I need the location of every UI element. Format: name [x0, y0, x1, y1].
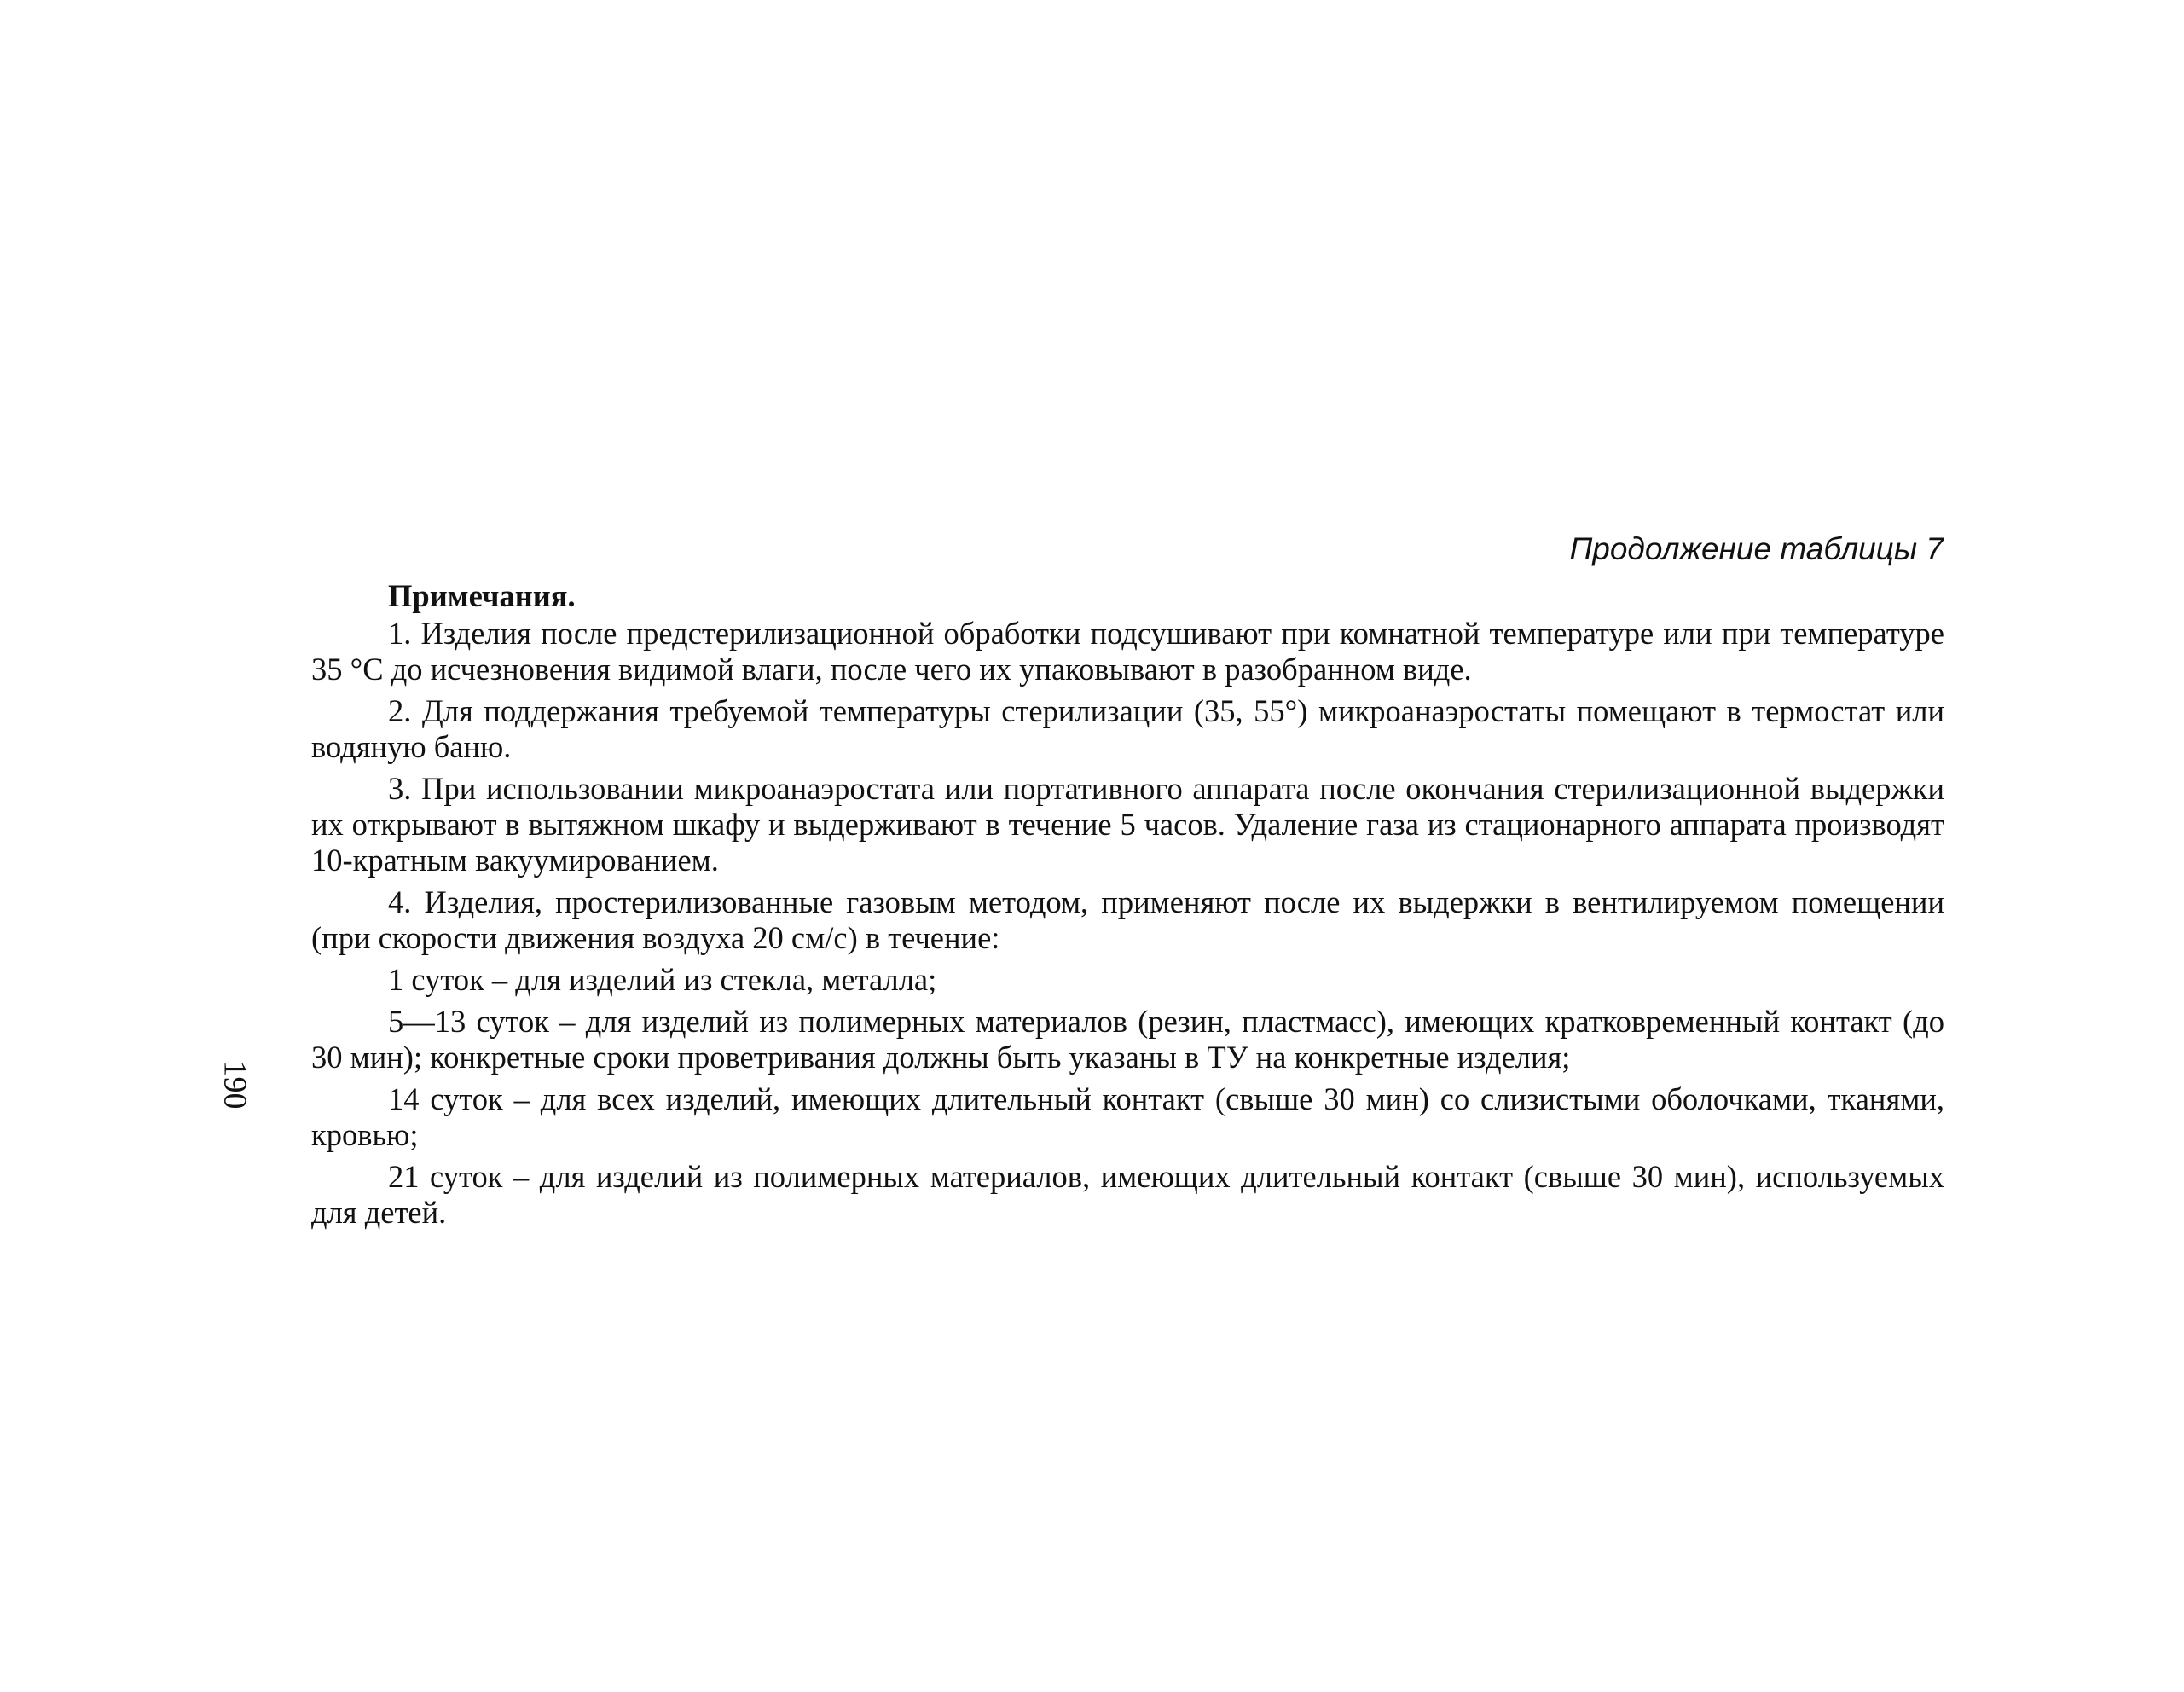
table-continuation-label: Продолжение таблицы 7: [1569, 531, 1944, 566]
note-paragraph: 5—13 суток – для изделий из полимерных материалов (резин, пластмасс), имеющих кратковременный контакт (до 30 мин); конкретные сроки проветривания должны быть указаны в ТУ на конкретные изделия;: [311, 1004, 1944, 1075]
note-paragraph: 14 суток – для всех изделий, имеющих длительный контакт (свыше 30 мин) со слизистыми оболочками, тканями, кровью;: [311, 1081, 1944, 1152]
notes-section: [311, 578, 1944, 1237]
note-paragraph: 1. Изделия после предстерилизационной обработки подсушивают при комнатной температуре или при температуре 35 °С до исчезновения видимой влаги, после чего их упаковывают в разобранном виде.: [311, 616, 1944, 687]
note-paragraph: 2. Для поддержания требуемой температуры стерилизации (35, 55°) микроанаэростаты помещают в термостат или водяную баню.: [311, 693, 1944, 764]
note-paragraph: 3. При использовании микроанаэростата или портативного аппарата после окончания стерилизационной выдержки их открывают в вытяжном шкафу и выдерживают в течение 5 часов. Удаление газа из стационарного аппарата производят 10-кратным вакуумированием.: [311, 771, 1944, 878]
note-paragraph: 21 суток – для изделий из полимерных материалов, имеющих длительный контакт (свыше 30 мин), используемых для детей.: [311, 1159, 1944, 1230]
note-paragraph: 1 суток – для изделий из стекла, металла;: [388, 962, 937, 997]
notes-title: Примечания.: [388, 578, 576, 613]
page-number: 190: [217, 1060, 253, 1110]
note-paragraph: 4. Изделия, простерилизованные газовым методом, применяют после их выдержки в вентилируемом помещении (при скорости движения воздуха 20 см/с) в течение:: [311, 884, 1944, 955]
